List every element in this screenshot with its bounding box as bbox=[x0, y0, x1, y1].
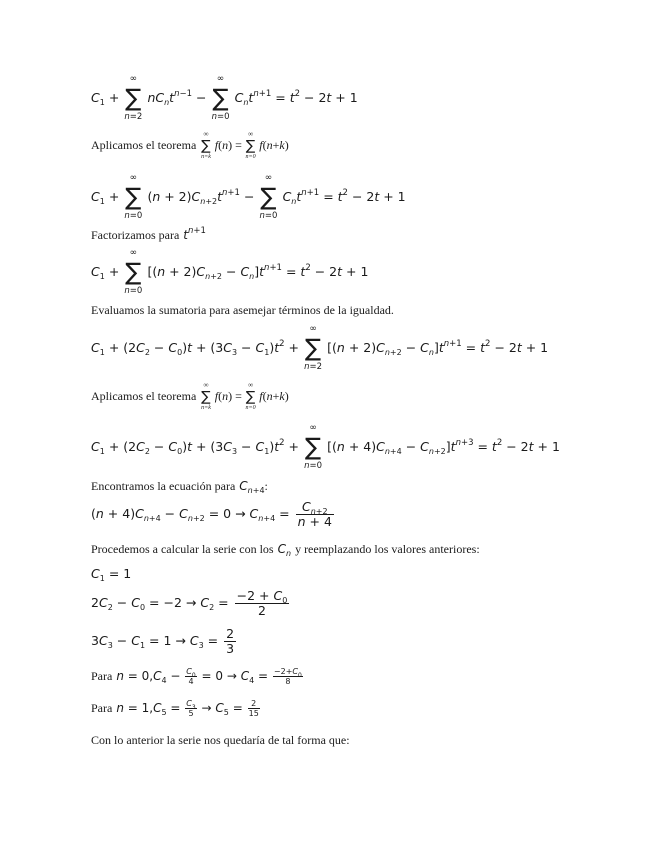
equation-2: $C_1$ + ∞ ∑ n=0 $(n + 2)C_{n+2}t^{n+1}$ − ∞ ∑ n=0 $C_nt^{n+1} = t^2 - 2t + 1$ bbox=[91, 173, 406, 221]
factor-line: Factorizamos para $t^{n+1}$ bbox=[91, 226, 206, 242]
equation-3: $C_1$ + ∞ ∑ n=0 $[(n + 2)C_{n+2} - C_n]t^{n+1} = t^2 - 2t + 1$ bbox=[91, 248, 369, 296]
find-line: Encontramos la ecuación para $C_{n+4}$: bbox=[91, 479, 268, 495]
evaluate-text: Evaluamos la sumatoria para asemejar términos de la igualdad. bbox=[91, 303, 394, 317]
equation-1: $C_1$ + ∞ ∑ n=2 $nC_nt^{n-1}$ − ∞ ∑ n=0 $C_nt^{n+1} = t^2 - 2t + 1$ bbox=[91, 74, 358, 122]
equation-9: $3C_3 - C_1 = 1 \to C_3$ = $\frac{2}{3}$ bbox=[91, 626, 235, 656]
equation-4: $C_1 + (2C_2 - C_0)t + (3C_3 - C_1)t^2$ + ∞ ∑ n=2 $[(n + 2)C_{n+2} - C_n]t^{n+1} = t^2 - 2t + 1$ bbox=[91, 324, 549, 372]
equation-8: $2C_2 - C_0 = -2 \to C_2$ = $\frac{-2 + C_0}{2}$ bbox=[91, 588, 288, 618]
equation-5: $C_1 + (2C_2 - C_0)t + (3C_3 - C_1)t^2$ + ∞ ∑ n=0 $[(n + 4)C_{n+4} - C_{n+2}]t^{n+3} = t^2 - 2t + 1$ bbox=[91, 423, 560, 471]
theorem-line-2: Aplicamos el teorema ∞ ∑ n=k f(n) = ∞ ∑ n=0 f(n+k) bbox=[91, 381, 289, 412]
factor-text: Factorizamos para bbox=[91, 228, 180, 242]
para-line-2: Para $n = 1,C_5$ = $\frac{C_3}{5}$ → $C_5$ = $\frac{2}{15}$ bbox=[91, 699, 259, 718]
theorem-text-2: Aplicamos el teorema bbox=[91, 389, 197, 403]
theorem-text-1: Aplicamos el teorema bbox=[91, 138, 197, 152]
theorem-line-1: Aplicamos el teorema ∞ ∑ n=k f(n) = ∞ ∑ n=0 f(n+k) bbox=[91, 130, 289, 161]
para-line-1: Para $n = 0,C_4$ − $\frac{C_0}{4}$ = $0 \to C_4$ = $\frac{-2+C_0}{8}$ bbox=[91, 667, 302, 686]
proceed-text-b: y reemplazando los valores anteriores: bbox=[295, 542, 480, 556]
proceed-text-a: Procedemos a calcular la serie con los bbox=[91, 542, 274, 556]
equation-7: $C_1 = 1$ bbox=[91, 566, 132, 583]
para-text-1: Para bbox=[91, 669, 113, 683]
find-text: Encontramos la ecuación para bbox=[91, 479, 236, 493]
para-text-2: Para bbox=[91, 701, 113, 715]
conclusion-text: Con lo anterior la serie nos quedaría de tal forma que: bbox=[91, 733, 350, 747]
equation-6: $(n + 4)C_{n+4} - C_{n+2} = 0 \to C_{n+4}$ = $\frac{C_{n+2}}{n + 4}$ bbox=[91, 499, 332, 529]
proceed-line: Procedemos a calcular la serie con los $C_n$ y reemplazando los valores anteriores: bbox=[91, 542, 480, 558]
